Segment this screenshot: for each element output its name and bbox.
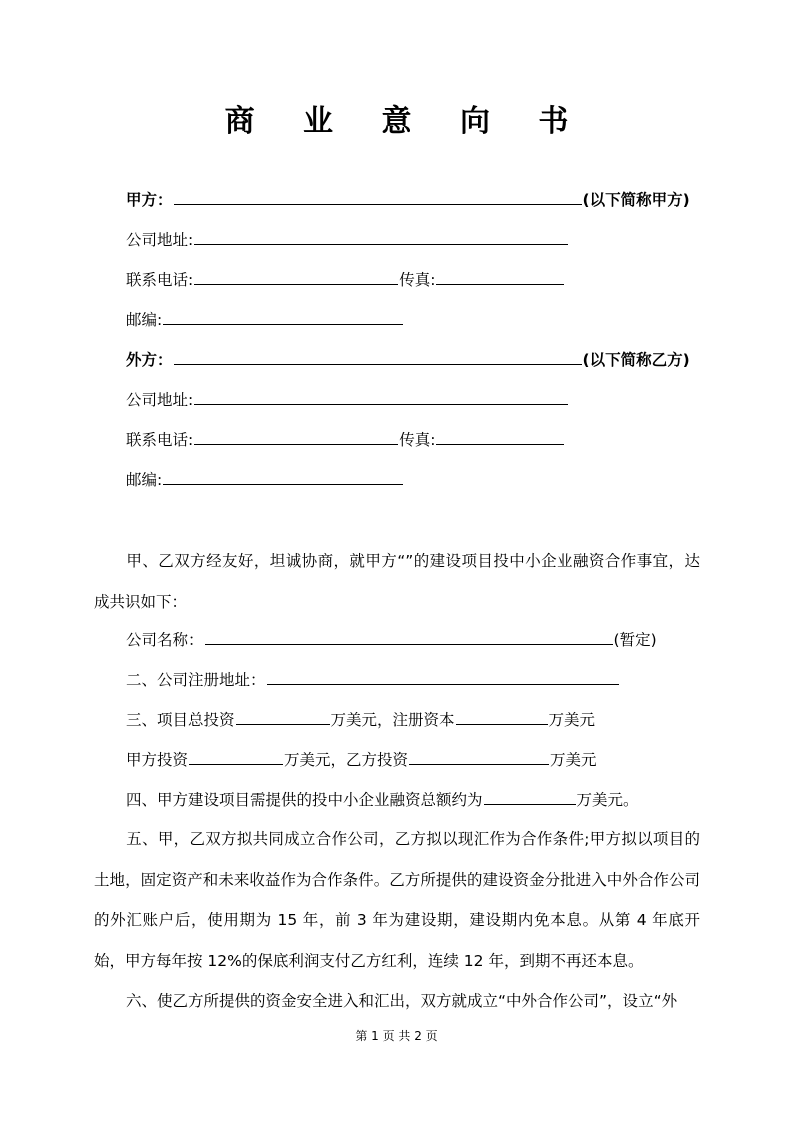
party-b-suffix: (以下简称乙方) bbox=[582, 351, 690, 369]
party-a-phone-label: 联系电话: bbox=[126, 271, 194, 289]
party-a-address-blank[interactable] bbox=[194, 228, 568, 245]
party-b-fax-blank[interactable] bbox=[436, 428, 564, 445]
intro-paragraph bbox=[94, 541, 700, 622]
party-b-address-row bbox=[126, 388, 569, 412]
item3-text-b: 万美元，注册资本 bbox=[330, 711, 455, 729]
party-b-postcode-row bbox=[126, 468, 404, 492]
item4-row bbox=[126, 788, 639, 812]
item5-text: 五、甲，乙双方拟共同成立合作公司，乙方拟以现汇作为合作条件;甲方拟以项目的土地，固定资产和未来收益作为合作条件。乙方所提供的建设资金分批进入中外合作公司的外汇账户后，使用期为 15 年，前 3 年为建设期，建设期内免本息。从第 4 年底开始，甲方每年按 12%的保底利润支付乙方红利，连续 12 年，到期不再还本息。 bbox=[94, 830, 700, 970]
item3-row bbox=[126, 708, 595, 732]
party-a-row bbox=[126, 188, 690, 212]
party-a-phone-blank[interactable] bbox=[194, 268, 398, 285]
item4-amount-blank[interactable] bbox=[484, 788, 576, 805]
party-a-fax-blank[interactable] bbox=[436, 268, 564, 285]
item3-capital-blank[interactable] bbox=[456, 708, 548, 725]
item6-text: 六、使乙方所提供的资金安全进入和汇出，双方就成立“中外合作公司”，设立“外 bbox=[126, 992, 678, 1010]
party-b-phone-blank[interactable] bbox=[194, 428, 398, 445]
item3-line2-text-b: 万美元，乙方投资 bbox=[284, 751, 409, 769]
party-b-row bbox=[126, 348, 690, 372]
party-a-suffix: (以下简称甲方) bbox=[582, 191, 690, 209]
party-a-contact-row bbox=[126, 268, 565, 292]
item6-paragraph bbox=[94, 981, 700, 1022]
party-b-postcode-blank[interactable] bbox=[163, 468, 403, 485]
party-b-address-label: 公司地址: bbox=[126, 391, 194, 409]
party-a-address-label: 公司地址: bbox=[126, 231, 194, 249]
party-b-blank[interactable] bbox=[174, 348, 582, 365]
party-a-investment-blank[interactable] bbox=[189, 748, 283, 765]
item3-total-blank[interactable] bbox=[236, 708, 330, 725]
item5-paragraph bbox=[94, 819, 700, 981]
intro-text: 甲、乙双方经友好，坦诚协商，就甲方“”的建设项目投中小企业融资合作事宜，达成共识如下： bbox=[94, 552, 700, 611]
party-a-postcode-blank[interactable] bbox=[163, 308, 403, 325]
company-name-row bbox=[126, 628, 657, 652]
party-a-postcode-row bbox=[126, 308, 404, 332]
company-name-label: 公司名称： bbox=[126, 631, 204, 649]
item3-text-c: 万美元 bbox=[548, 711, 596, 729]
item3-line2-text-c: 万美元 bbox=[550, 751, 597, 769]
party-b-postcode-label: 邮编: bbox=[126, 471, 163, 489]
item2-label: 二、公司注册地址： bbox=[126, 671, 266, 689]
party-a-label: 甲方： bbox=[126, 191, 173, 209]
company-name-blank[interactable] bbox=[205, 628, 613, 645]
party-b-phone-label: 联系电话: bbox=[126, 431, 194, 449]
item4-text-a: 四、甲方建设项目需提供的投中小企业融资总额约为 bbox=[126, 791, 483, 809]
item2-blank[interactable] bbox=[267, 668, 619, 685]
item3-line2-row bbox=[126, 748, 597, 772]
item3-text-a: 三、项目总投资 bbox=[126, 711, 235, 729]
item3-line2-text-a: 甲方投资 bbox=[126, 751, 189, 769]
party-b-label: 外方： bbox=[126, 351, 173, 369]
item2-row bbox=[126, 668, 620, 692]
party-a-blank[interactable] bbox=[174, 188, 582, 205]
party-b-investment-blank[interactable] bbox=[409, 748, 549, 765]
document-title: 商 业 意 向 书 bbox=[224, 104, 588, 139]
page-footer: 第 1 页 共 2 页 bbox=[355, 1029, 438, 1043]
party-b-address-blank[interactable] bbox=[194, 388, 568, 405]
party-a-address-row bbox=[126, 228, 569, 252]
party-a-fax-label: 传真: bbox=[399, 271, 436, 289]
company-name-suffix: (暂定) bbox=[613, 631, 657, 649]
party-a-postcode-label: 邮编: bbox=[126, 311, 163, 329]
party-b-fax-label: 传真: bbox=[399, 431, 436, 449]
item4-text-b: 万美元。 bbox=[576, 791, 639, 809]
party-b-contact-row bbox=[126, 428, 565, 452]
